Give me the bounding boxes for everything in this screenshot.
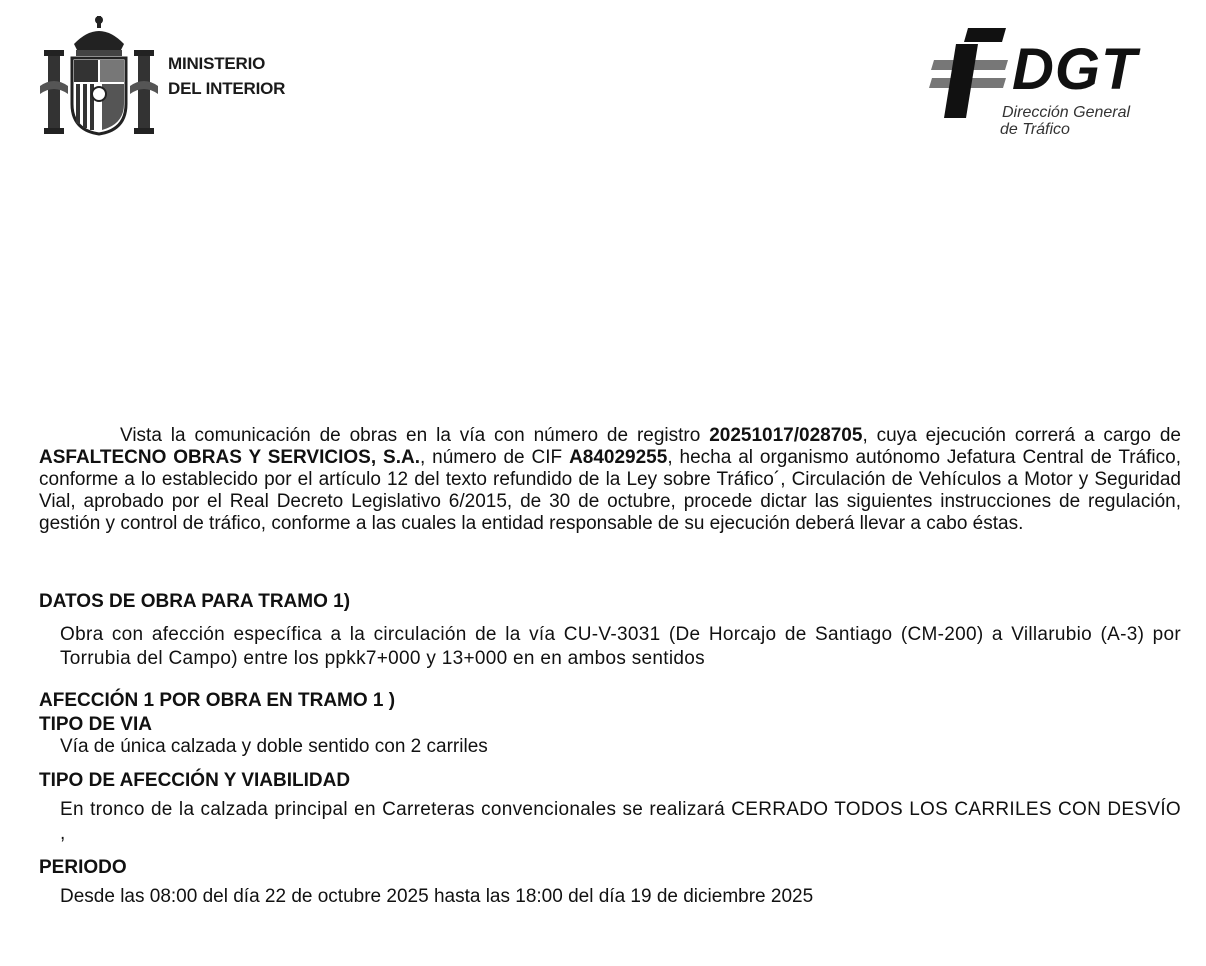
tipo-via-title: TIPO DE VIA — [39, 714, 152, 735]
tipo-afeccion-text: En tronco de la calzada principal en Carreteras convencionales se realizará CERRADO TODOS LOS CARRILES CON DESVÍO , — [60, 799, 1181, 844]
intro-text-2: , cuya ejecución correrá a cargo de — [862, 425, 1181, 446]
document-header — [0, 0, 1206, 160]
intro-text-1: Vista la comunicación de obras en la vía con número de registro — [120, 425, 710, 446]
registration-number: 20251017/028705 — [709, 425, 863, 446]
cif-number: A84029255 — [569, 447, 668, 468]
ministry-name — [168, 51, 285, 101]
dgt-acronym: DGT — [1012, 37, 1138, 102]
tipo-afeccion-title: TIPO DE AFECCIÓN Y VIABILIDAD — [39, 770, 351, 791]
dgt-subtitle-line-1: Dirección General — [1002, 104, 1131, 121]
intro-text-3: , número de CIF — [419, 447, 570, 468]
ministry-logo — [40, 14, 285, 138]
ministry-line-2: DEL INTERIOR — [168, 79, 286, 98]
tipo-via-text: Vía de única calzada y doble sentido con 2 carriles — [60, 736, 488, 757]
datos-obra-title: DATOS DE OBRA PARA TRAMO 1) — [39, 591, 351, 612]
dgt-logo — [926, 26, 1156, 146]
afeccion-title: AFECCIÓN 1 POR OBRA EN TRAMO 1 ) — [39, 690, 396, 711]
dgt-subtitle — [1002, 104, 1130, 138]
dgt-subtitle-line-2: de Tráfico — [1000, 121, 1070, 138]
ministry-line-1: MINISTERIO — [168, 54, 266, 73]
intro-paragraph — [39, 425, 1181, 535]
document-body — [39, 425, 1181, 909]
company-name: ASFALTECNO OBRAS Y SERVICIOS, S.A. — [39, 447, 420, 468]
periodo-text: Desde las 08:00 del día 22 de octubre 2025 hasta las 18:00 del día 19 de diciembre 2025 — [60, 886, 814, 907]
intro-text-4: , hecha al organismo autónomo Jefatura Central de Tráfico, conforme a lo establecido por el artículo 12 del texto refundido de la Ley sobre Tráfico´, Circulación de Vehículos a Motor y Seguridad Vial, aprobado por el Real Decreto Legislativo 6/2015, de 30 de octubre, procede dictar las siguientes instrucciones de regulación, gestión y control de tráfico, conforme a las cuales la entidad responsable de su ejecución deberá llevar a cabo éstas. — [39, 447, 1181, 534]
periodo-title: PERIODO — [39, 857, 127, 878]
datos-obra-text: Obra con afección específica a la circulación de la vía CU-V-3031 (De Horcajo de Santiago (CM-200) a Villarubio (A-3) por Torrubia del Campo) entre los ppkk7+000 y 13+000 en en ambos sentidos — [60, 624, 1181, 669]
coat-of-arms-icon — [40, 14, 158, 138]
